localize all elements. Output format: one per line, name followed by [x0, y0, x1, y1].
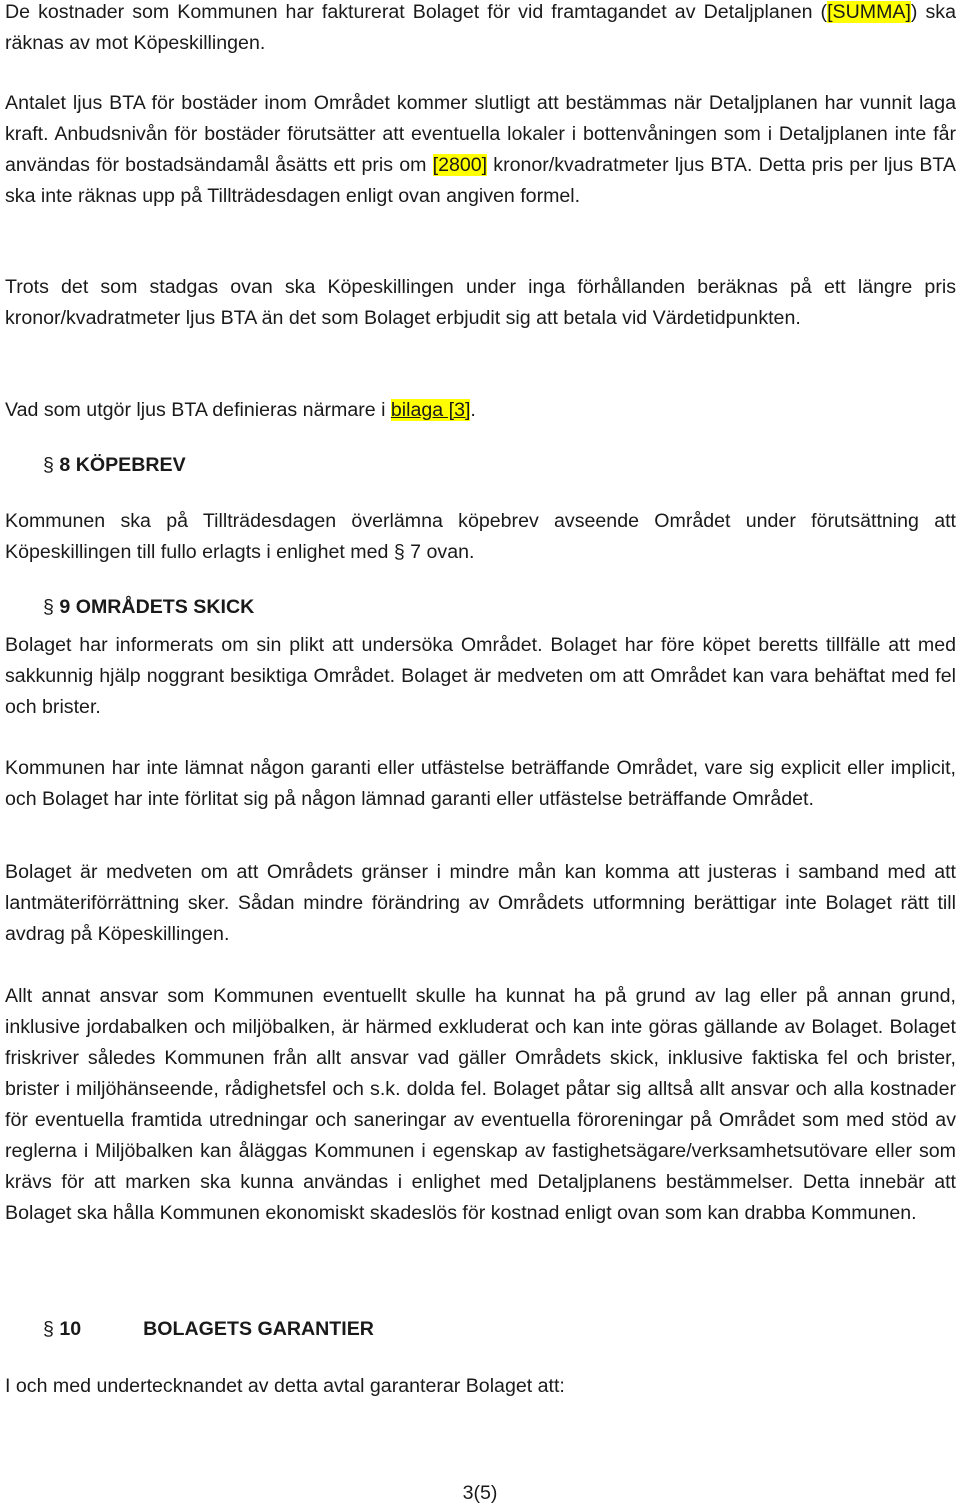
section-heading-8: § 8 KÖPEBREV: [43, 450, 186, 481]
paragraph-kopebrev: Kommunen ska på Tillträdesdagen överlämna köpebrev avseende Området under förutsättning att Köpeskillingen till fullo erlagts i enlighet med § 7 ovan.: [5, 510, 956, 563]
paragraph-max-price: Trots det som stadgas ovan ska Köpeskillingen under inga förhållanden beräknas på ett längre pris kronor/kvadratmeter ljus BTA än det som Bolaget erbjudit sig att betala vid Värdetidpunkten.: [5, 276, 956, 329]
paragraph-boundaries: Bolaget är medveten om att Områdets gränser i mindre mån kan komma att justeras i samband med att lantmäteriförrättning sker. Sådan mindre förändring av Områdets utformning berättigar inte Bolaget rätt till avdrag på Köpeskillingen.: [5, 861, 956, 945]
paragraph-no-warranty: Kommunen har inte lämnat någon garanti eller utfästelse beträffande Området, vare sig explicit eller implicit, och Bolaget har inte förlitat sig på någon lämnad garanti eller utfästelse beträffande Området.: [5, 757, 956, 810]
highlight-price: [2800]: [432, 154, 488, 176]
paragraph-guarantees-intro: I och med undertecknandet av detta avtal garanterar Bolaget att:: [5, 1375, 565, 1397]
section-title: KÖPEBREV: [75, 454, 186, 476]
section-title: BOLAGETS GARANTIER: [143, 1318, 374, 1340]
paragraph-liability: Allt annat ansvar som Kommunen eventuellt skulle ha kunnat ha på grund av lag eller på annan grund, inklusive jordabalken och miljöbalken, är härmed exkluderat och kan inte göras gällande av Bolaget. Bolaget friskriver således Kommunen från allt ansvar vad gäller Områdets skick, inklusive faktiska fel och brister, brister i miljöhänseende, rådighetsfel och s.k. dolda fel. Bolaget påtar sig alltså allt ansvar och alla kostnader för eventuella framtida utredningar och saneringar av eventuella föroreningar på Området som med stöd av reglerna i Miljöbalken kan åläggas Kommunen i egenskap av fastighetsägare/verksamhetsutövare eller som krävs för att marken ska kunna användas i enlighet med Detaljplanens bestämmelser. Detta innebär att Bolaget ska hålla Kommunen ekonomiskt skadeslös för kostnad enligt ovan som kan drabba Kommunen.: [5, 985, 956, 1224]
section-heading-10: § 10 BOLAGETS GARANTIER: [43, 1314, 374, 1345]
paragraph-bta-amount: Antalet ljus BTA för bostäder inom Området kommer slutligt att bestämmas när Detaljplanen har vunnit laga kraft. Anbudsnivån för bostäder förutsätter att eventuella lokaler i bottenvåningen som i Detaljplanen inte får användas för bostadsändamål åsätts ett pris om [2800] kronor/kvadratmeter ljus BTA. Detta pris per ljus BTA ska inte räknas upp på Tillträdesdagen enligt ovan angiven formel.: [5, 92, 956, 207]
section-sign: §: [43, 1318, 54, 1340]
appendix-link[interactable]: bilaga [3]: [390, 399, 471, 421]
section-sign: §: [43, 454, 54, 476]
section-sign: §: [43, 596, 54, 618]
section-heading-9: § 9 OMRÅDETS SKICK: [43, 592, 254, 623]
paragraph-inspection: Bolaget har informerats om sin plikt att undersöka Området. Bolaget har före köpet beretts tillfälle att med sakkunnig hjälp noggrant besiktiga Området. Bolaget är medveten om att Området kan vara behäftat med fel och brister.: [5, 634, 956, 718]
paragraph-bta-definition: Vad som utgör ljus BTA definieras närmare i bilaga [3].: [5, 399, 476, 421]
highlight-summa: [SUMMA]: [827, 1, 911, 23]
section-title: OMRÅDETS SKICK: [75, 596, 255, 618]
page-number: 3(5): [462, 1482, 498, 1504]
paragraph-development-costs: De kostnader som Kommunen har fakturerat Bolaget för vid framtagandet av Detaljplanen ([SUMMA]) ska räknas av mot Köpeskillingen.: [5, 1, 956, 54]
